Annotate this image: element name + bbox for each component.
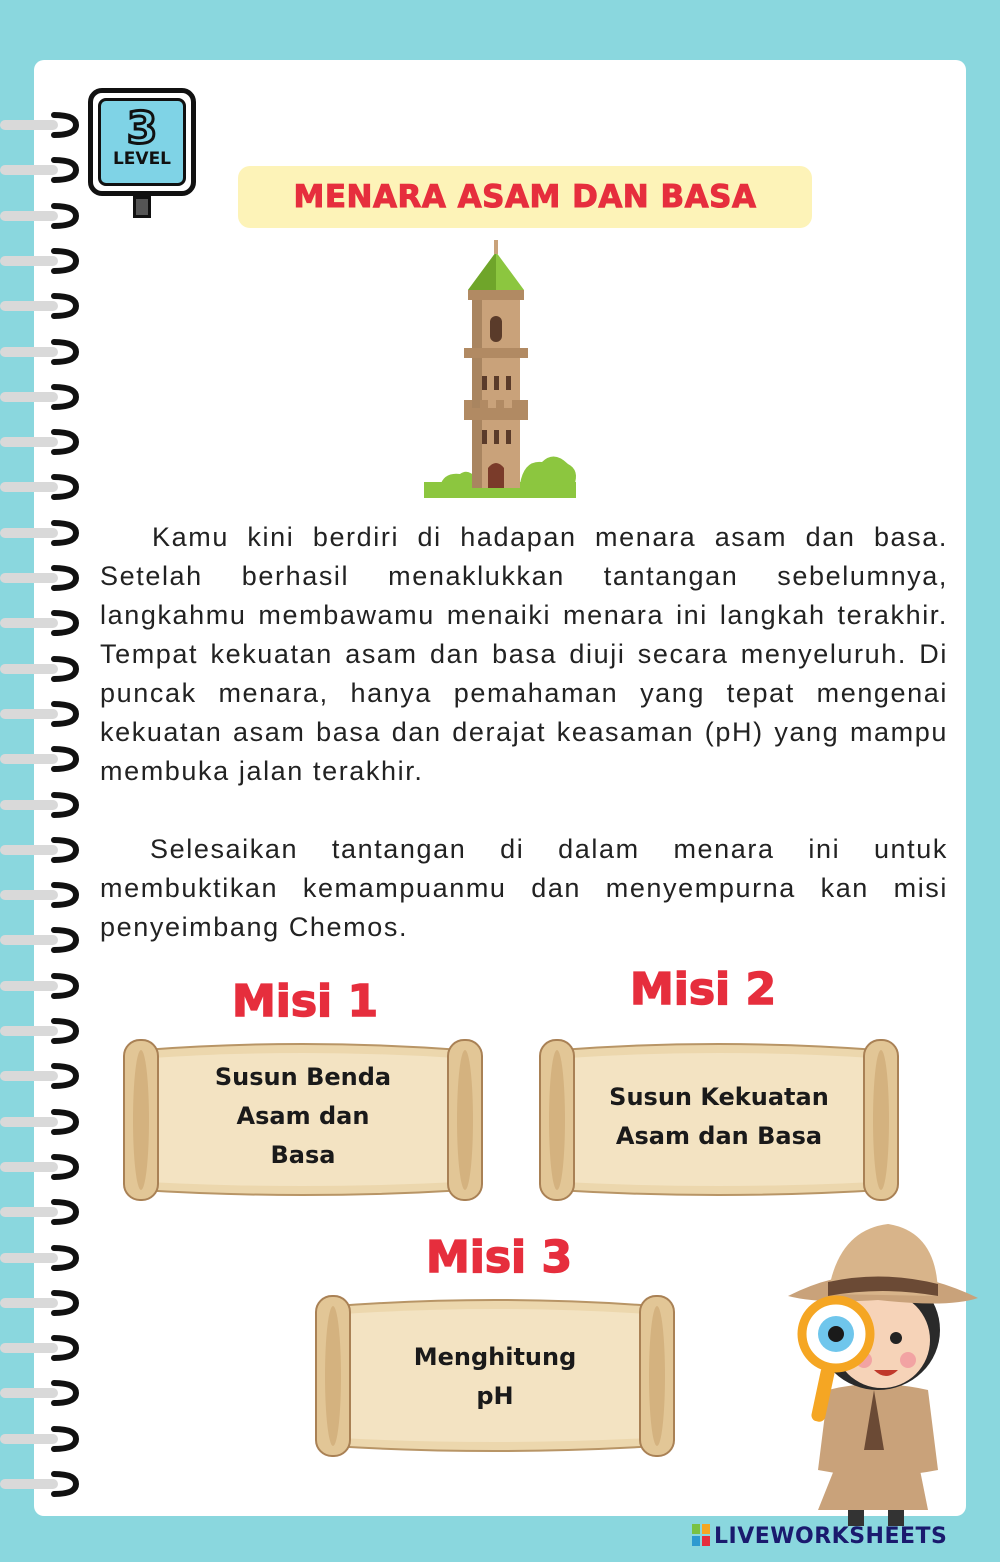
spiral-ring-icon [0,157,80,183]
spiral-ring-icon [0,1335,80,1361]
spiral-ring-icon [0,792,80,818]
level-sign-post [133,196,151,218]
spiral-ring-icon [0,701,80,727]
spiral-ring-icon [0,1154,80,1180]
spiral-ring-icon [0,339,80,365]
page-title: MENARA ASAM DAN BASA [293,179,757,215]
spiral-ring-icon [0,973,80,999]
spiral-ring-icon [0,1471,80,1497]
brand-name: LIVEWORKSHEETS [714,1524,948,1549]
spiral-ring-icon [0,837,80,863]
spiral-ring-icon [0,927,80,953]
spiral-ring-icon [0,1290,80,1316]
spiral-ring-icon [0,1018,80,1044]
spiral-ring-icon [0,565,80,591]
tower-illustration [420,238,580,504]
mission-3-line: pH [476,1382,514,1410]
spiral-ring-icon [0,882,80,908]
mission-2-line: Susun Kekuatan [609,1083,829,1111]
mission-1-line: Basa [270,1141,336,1169]
mission-1-line: Asam dan [236,1102,370,1130]
mission-1-scroll[interactable] [122,1034,484,1206]
liveworksheets-logo[interactable] [692,1524,947,1549]
mission-2-line: Asam dan Basa [615,1122,823,1150]
mission-2-scroll[interactable] [538,1034,900,1206]
spiral-ring-icon [0,610,80,636]
spiral-ring-icon [0,1380,80,1406]
mission-1-heading: Misi 1 [232,976,379,1027]
spiral-ring-icon [0,1199,80,1225]
mission-3-line: Menghitung [413,1343,577,1371]
spiral-ring-icon [0,1109,80,1135]
level-number: 3 [126,103,158,154]
spiral-ring-icon [0,656,80,682]
spiral-ring-icon [0,384,80,410]
spiral-ring-icon [0,112,80,138]
spiral-ring-icon [0,203,80,229]
spiral-ring-icon [0,429,80,455]
intro-paragraph-1: Kamu kini berdiri di hadapan menara asam dan basa. Setelah berhasil menaklukkan tantangan sebelumnya, langkahmu membawamu menaiki menara ini langkah terakhir. Tempat kekuatan asam dan basa diuji secara menyeluruh. Di puncak menara, hanya pemahaman yang tepat mengenai kekuatan asam basa dan derajat keasaman (pH) yang mampu membuka jalan terakhir. [100,522,948,786]
mission-3-scroll[interactable] [314,1290,676,1462]
liveworksheets-logo-icon [692,1524,710,1546]
detective-girl-illustration [778,1210,992,1530]
spiral-ring-icon [0,520,80,546]
spiral-ring-icon [0,1426,80,1452]
spiral-ring-icon [0,1245,80,1271]
mission-1-line: Susun Benda [214,1063,392,1091]
mission-3-heading: Misi 3 [426,1232,573,1283]
intro-paragraph-2: Selesaikan tantangan di dalam menara ini untuk membuktikan kemampuanmu dan menyempurna kan misi penyeimbang Chemos. [100,834,948,942]
title-banner [238,166,812,228]
level-sign-icon [88,88,196,196]
spiral-ring-icon [0,1063,80,1089]
mission-2-heading: Misi 2 [630,964,777,1015]
spiral-ring-icon [0,746,80,772]
level-label: LEVEL [112,149,172,169]
spiral-ring-icon [0,248,80,274]
spiral-ring-icon [0,474,80,500]
spiral-ring-icon [0,293,80,319]
